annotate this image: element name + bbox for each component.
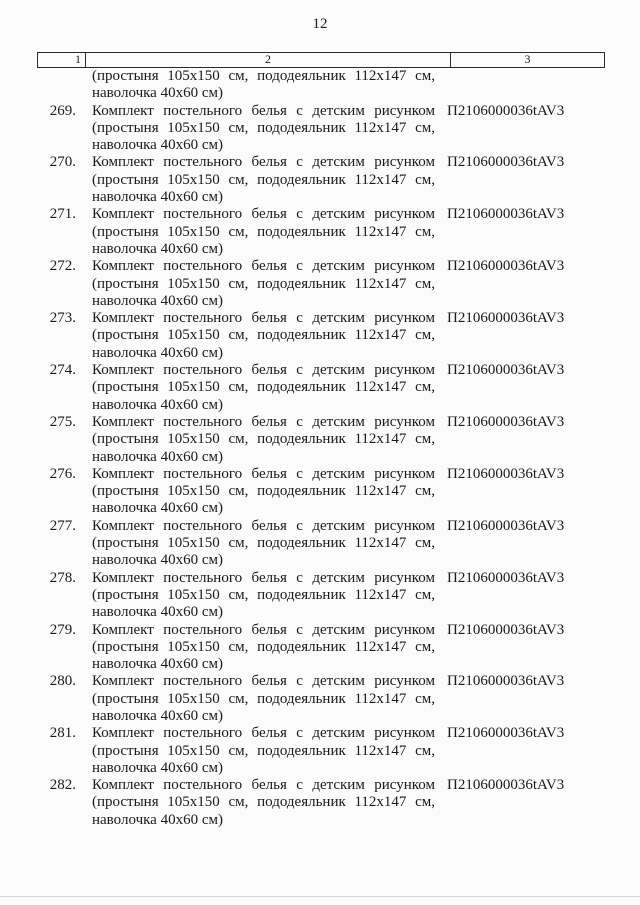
row-code: П2106000036tAV3	[447, 465, 565, 482]
row-description	[92, 622, 435, 674]
description-line: (простыня 105x150 см, пододеяльник 112x147 см,	[92, 742, 435, 759]
page-number: 12	[312, 16, 328, 32]
table-body	[0, 68, 640, 829]
row-description	[92, 362, 435, 414]
row-code: П2106000036tAV3	[447, 206, 565, 223]
description-line: (простыня 105x150 см, пододеяльник 112x147 см,	[92, 275, 435, 292]
row-number: 276.	[49, 465, 76, 482]
row-code: П2106000036tAV3	[447, 362, 565, 379]
table-row	[0, 310, 640, 362]
description-line: наволочка 40x60 см)	[92, 240, 223, 257]
table-row	[0, 466, 640, 518]
description-line: Комплект постельного белья с детским рисунком	[92, 258, 435, 275]
description-line: Комплект постельного белья с детским рисунком	[92, 517, 435, 534]
row-code: П2106000036tAV3	[447, 673, 565, 690]
description-line: Комплект постельного белья с детским рисунком	[92, 725, 435, 742]
row-number: 281.	[49, 725, 76, 742]
row-code: П2106000036tAV3	[447, 154, 565, 171]
description-line: (простыня 105x150 см, пододеяльник 112x147 см,	[92, 690, 435, 707]
description-line: Комплект постельного белья с детским рисунком	[92, 102, 435, 119]
description-line: наволочка 40x60 см)	[92, 292, 223, 309]
description-line: (простыня 105x150 см, пододеяльник 112x147 см,	[92, 483, 435, 500]
row-number: 270.	[49, 154, 76, 171]
description-line: Комплект постельного белья с детским рисунком	[92, 569, 435, 586]
row-number	[0, 68, 76, 103]
description-line: наволочка 40x60 см)	[92, 707, 223, 724]
row-description	[92, 258, 435, 310]
table-row	[0, 518, 640, 570]
table-row	[0, 206, 640, 258]
description-line: наволочка 40x60 см)	[92, 604, 223, 621]
description-line: (простыня 105x150 см, пододеяльник 112x147 см,	[92, 794, 435, 811]
row-description	[92, 206, 435, 258]
description-line: Комплект постельного белья с детским рисунком	[92, 465, 435, 482]
row-number: 271.	[49, 206, 76, 223]
description-line: (простыня 105x150 см, пододеяльник 112x147 см,	[92, 586, 435, 603]
description-line: наволочка 40x60 см)	[92, 552, 223, 569]
table-column-header	[37, 52, 605, 68]
row-code: П2106000036tAV3	[447, 777, 565, 794]
description-line: наволочка 40x60 см)	[92, 396, 223, 413]
row-number: 279.	[49, 621, 76, 638]
description-line: наволочка 40x60 см)	[92, 448, 223, 465]
description-line: наволочка 40x60 см)	[92, 759, 223, 776]
row-description	[92, 68, 435, 103]
table-row	[0, 673, 640, 725]
description-line: Комплект постельного белья с детским рисунком	[92, 673, 435, 690]
description-line: Комплект постельного белья с детским рисунком	[92, 206, 435, 223]
row-description	[92, 103, 435, 155]
column-header-1: 1	[37, 53, 86, 67]
description-line: (простыня 105x150 см, пододеяльник 112x147 см,	[92, 638, 435, 655]
column-header-3: 3	[451, 53, 605, 67]
description-line: наволочка 40x60 см)	[92, 811, 223, 828]
row-number: 277.	[49, 517, 76, 534]
description-line: (простыня 105x150 см, пододеяльник 112x147 см,	[92, 119, 435, 136]
row-number: 278.	[49, 569, 76, 586]
description-line: наволочка 40x60 см)	[92, 189, 223, 206]
row-code: П2106000036tAV3	[447, 413, 565, 430]
description-line: Комплект постельного белья с детским рисунком	[92, 362, 435, 379]
table-row	[0, 725, 640, 777]
row-description	[92, 466, 435, 518]
description-line: наволочка 40x60 см)	[92, 344, 223, 361]
table-row	[0, 414, 640, 466]
description-line: (простыня 105x150 см, пододеяльник 112x147 см,	[92, 535, 435, 552]
row-description	[92, 518, 435, 570]
row-code: П2106000036tAV3	[447, 517, 565, 534]
row-number: 273.	[49, 310, 76, 327]
row-code: П2106000036tAV3	[447, 621, 565, 638]
table-row	[0, 362, 640, 414]
row-description	[92, 414, 435, 466]
row-number: 275.	[49, 413, 76, 430]
table-row	[0, 258, 640, 310]
description-line: (простыня 105x150 см, пододеяльник 112x147 см,	[92, 68, 435, 84]
description-line: наволочка 40x60 см)	[92, 500, 223, 517]
description-line: Комплект постельного белья с детским рисунком	[92, 310, 435, 327]
row-number: 272.	[49, 258, 76, 275]
description-line: наволочка 40x60 см)	[92, 656, 223, 673]
table-row	[0, 777, 640, 829]
table-row	[0, 622, 640, 674]
row-description	[92, 310, 435, 362]
row-description	[92, 154, 435, 206]
table-row	[0, 570, 640, 622]
row-number: 282.	[49, 777, 76, 794]
description-line: (простыня 105x150 см, пододеяльник 112x147 см,	[92, 223, 435, 240]
column-header-2: 2	[86, 53, 451, 67]
description-line: наволочка 40x60 см)	[92, 85, 223, 102]
description-line: Комплект постельного белья с детским рисунком	[92, 413, 435, 430]
row-description	[92, 570, 435, 622]
description-line: (простыня 105x150 см, пододеяльник 112x147 см,	[92, 171, 435, 188]
continuation-row	[0, 68, 640, 103]
row-description	[92, 725, 435, 777]
row-code: П2106000036tAV3	[447, 258, 565, 275]
row-description	[92, 673, 435, 725]
row-code: П2106000036tAV3	[447, 310, 565, 327]
row-number: 269.	[49, 102, 76, 119]
description-line: (простыня 105x150 см, пододеяльник 112x147 см,	[92, 379, 435, 396]
row-description	[92, 777, 435, 829]
row-number: 280.	[49, 673, 76, 690]
row-code: П2106000036tAV3	[447, 569, 565, 586]
description-line: Комплект постельного белья с детским рисунком	[92, 777, 435, 794]
description-line: (простыня 105x150 см, пододеяльник 112x147 см,	[92, 431, 435, 448]
row-code: П2106000036tAV3	[447, 725, 565, 742]
description-line: (простыня 105x150 см, пододеяльник 112x147 см,	[92, 327, 435, 344]
table-row	[0, 154, 640, 206]
description-line: Комплект постельного белья с детским рисунком	[92, 154, 435, 171]
description-line: наволочка 40x60 см)	[92, 137, 223, 154]
page-edge-line	[0, 896, 640, 897]
description-line: Комплект постельного белья с детским рисунком	[92, 621, 435, 638]
row-number: 274.	[49, 362, 76, 379]
table-row	[0, 103, 640, 155]
row-code: П2106000036tAV3	[447, 102, 565, 119]
